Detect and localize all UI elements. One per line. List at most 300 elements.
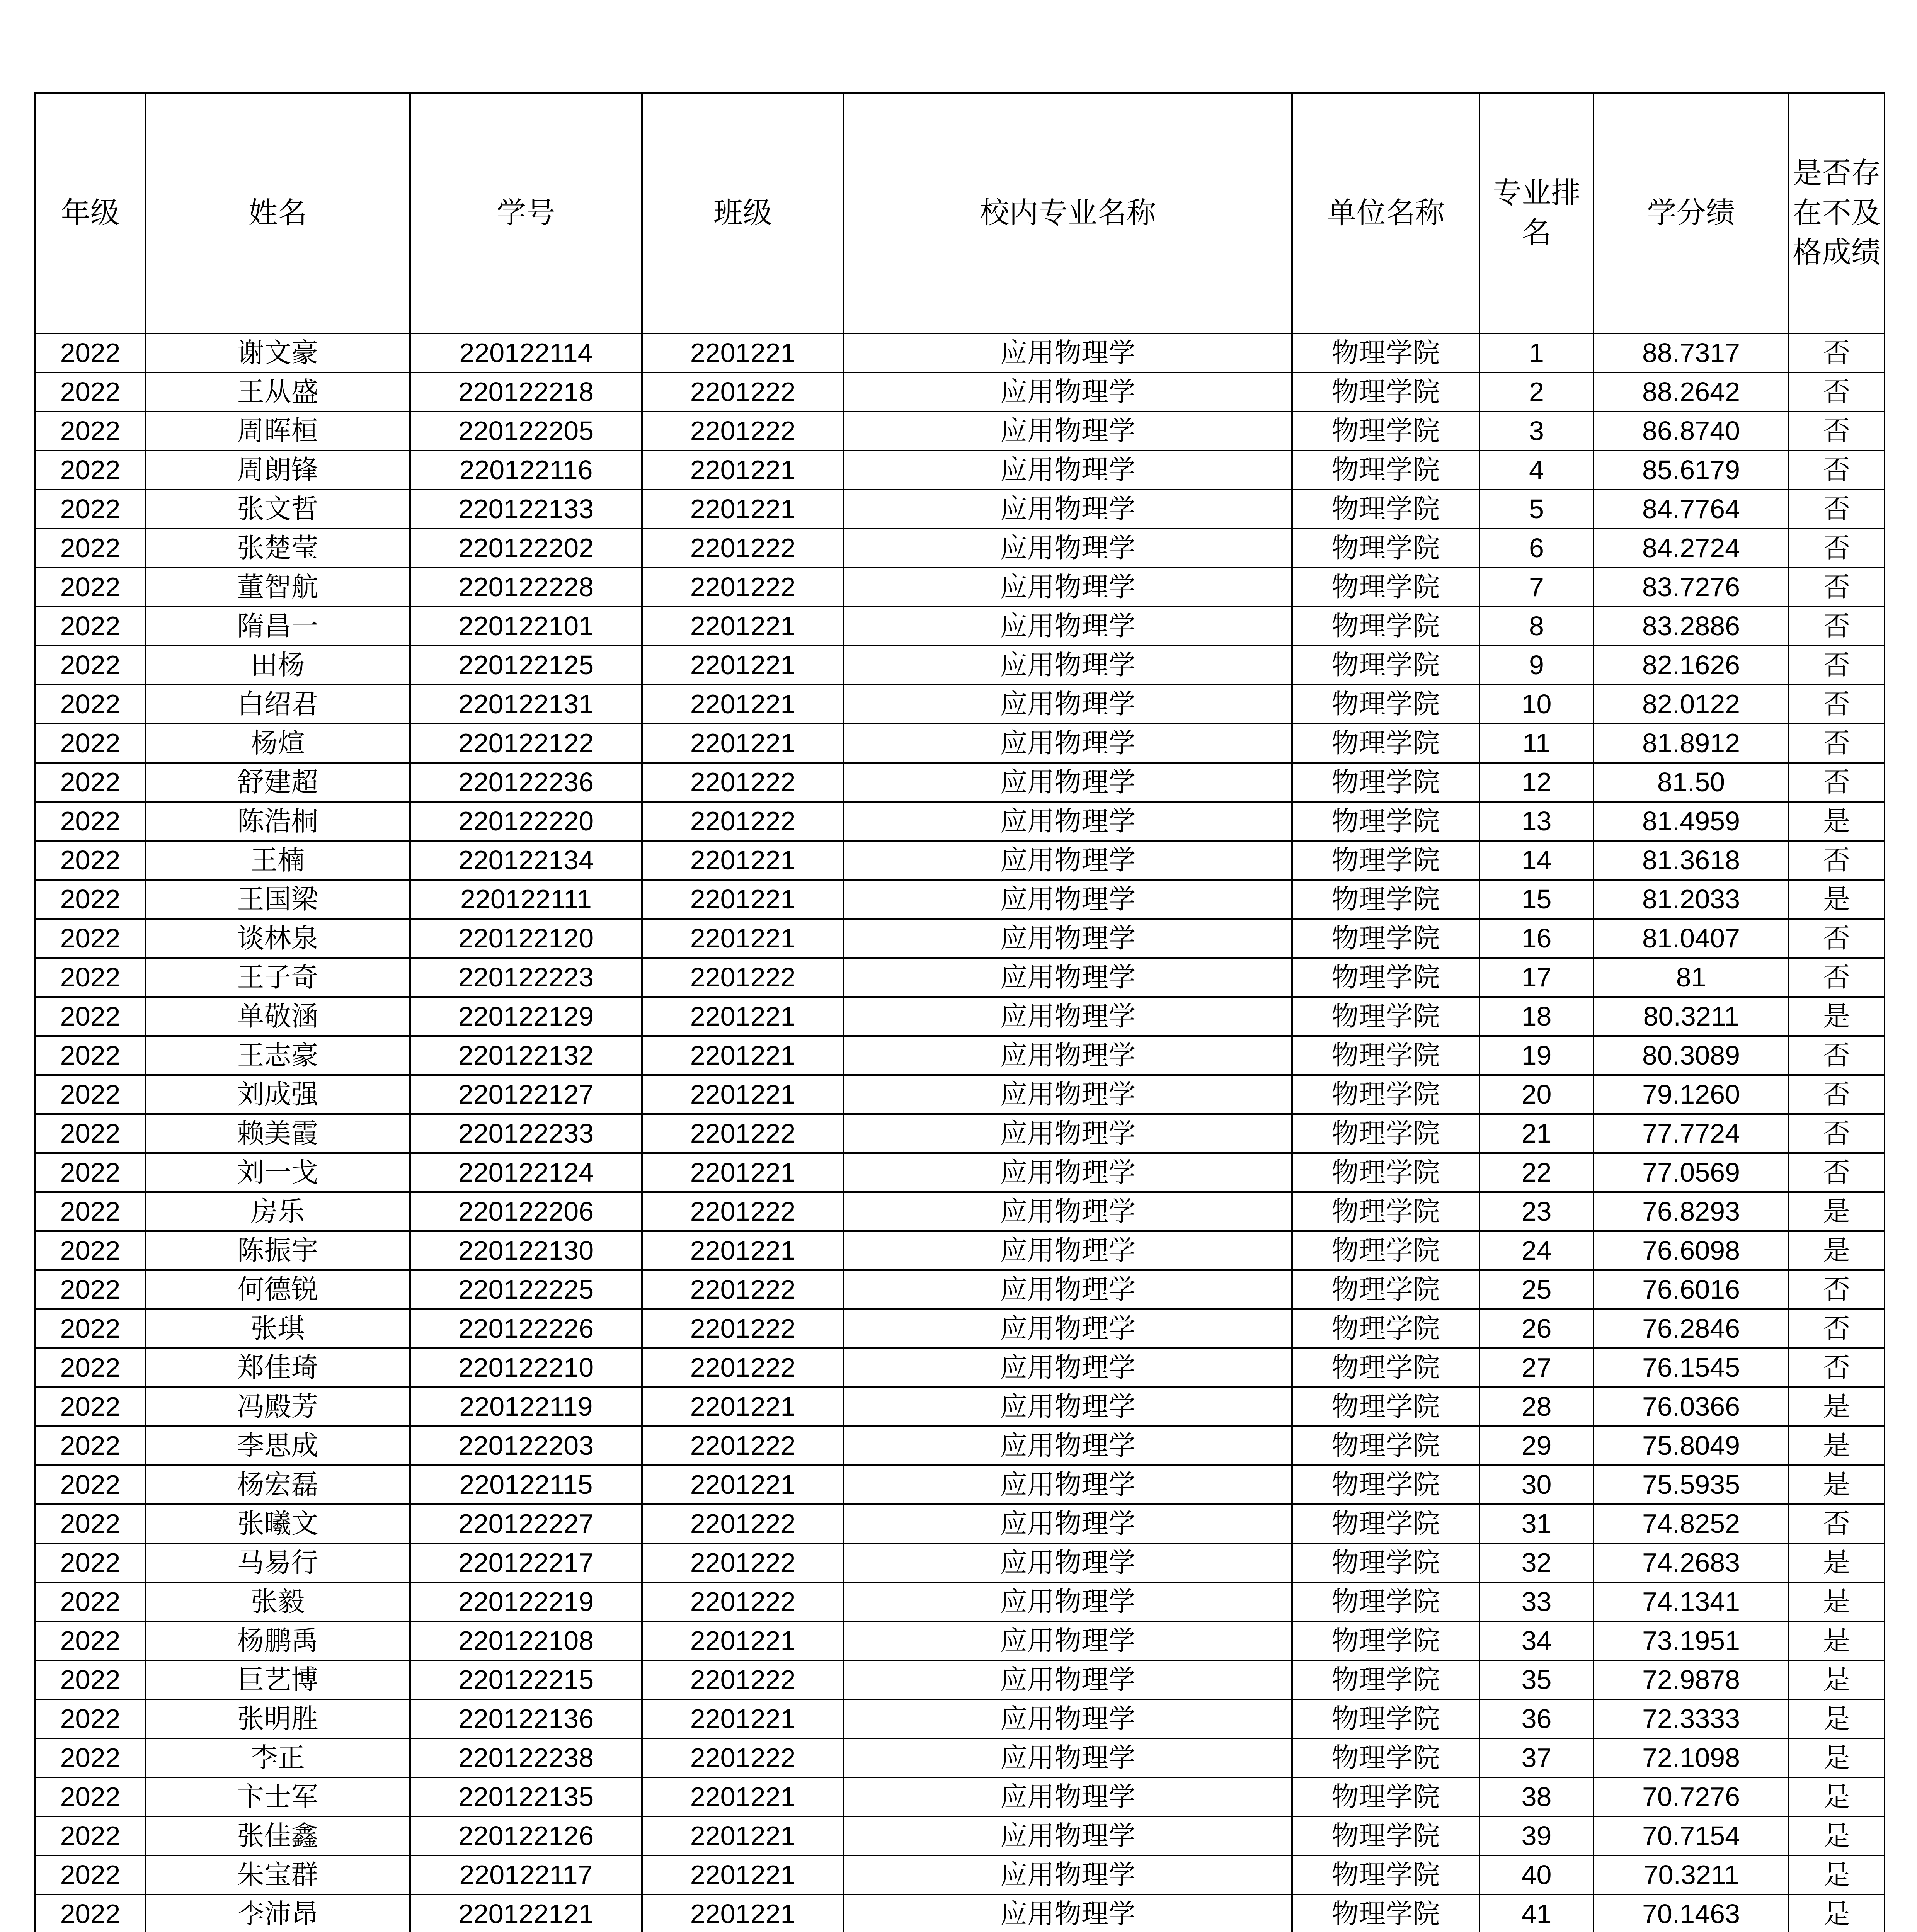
cell-major: 应用物理学 [844, 919, 1292, 958]
cell-fail: 否 [1789, 1153, 1885, 1192]
cell-gpa: 75.8049 [1594, 1426, 1789, 1465]
table-row [35, 880, 1885, 919]
header-unit: 单位名称 [1292, 93, 1479, 333]
table-row [35, 1738, 1885, 1777]
cell-gpa: 72.3333 [1594, 1699, 1789, 1738]
cell-grade: 2022 [35, 1582, 145, 1621]
cell-fail: 是 [1789, 1426, 1885, 1465]
cell-major: 应用物理学 [844, 763, 1292, 802]
cell-fail: 否 [1789, 1348, 1885, 1387]
cell-gpa: 70.1463 [1594, 1895, 1789, 1932]
cell-name: 何德锐 [145, 1270, 410, 1309]
cell-student-id: 220122215 [410, 1660, 642, 1699]
cell-student-id: 220122217 [410, 1543, 642, 1582]
cell-class: 2201222 [642, 1660, 844, 1699]
table-row [35, 1582, 1885, 1621]
cell-class: 2201221 [642, 646, 844, 685]
cell-name: 郑佳琦 [145, 1348, 410, 1387]
cell-rank: 3 [1479, 412, 1594, 451]
cell-grade: 2022 [35, 802, 145, 841]
cell-gpa: 84.7764 [1594, 490, 1789, 529]
cell-rank: 2 [1479, 372, 1594, 412]
cell-major: 应用物理学 [844, 1504, 1292, 1543]
cell-unit: 物理学院 [1292, 1660, 1479, 1699]
cell-student-id: 220122115 [410, 1465, 642, 1504]
cell-unit: 物理学院 [1292, 1348, 1479, 1387]
cell-name: 张曦文 [145, 1504, 410, 1543]
cell-class: 2201221 [642, 1153, 844, 1192]
grade-ranking-table [34, 92, 1885, 1932]
cell-student-id: 220122228 [410, 568, 642, 607]
cell-major: 应用物理学 [844, 1738, 1292, 1777]
cell-student-id: 220122226 [410, 1309, 642, 1348]
cell-major: 应用物理学 [844, 1114, 1292, 1153]
cell-class: 2201221 [642, 1621, 844, 1660]
table-row [35, 763, 1885, 802]
cell-class: 2201221 [642, 841, 844, 880]
cell-grade: 2022 [35, 1114, 145, 1153]
cell-grade: 2022 [35, 763, 145, 802]
cell-fail: 否 [1789, 607, 1885, 646]
cell-class: 2201222 [642, 763, 844, 802]
cell-grade: 2022 [35, 1465, 145, 1504]
cell-fail: 否 [1789, 529, 1885, 568]
cell-class: 2201221 [642, 490, 844, 529]
table-row [35, 1621, 1885, 1660]
cell-rank: 10 [1479, 685, 1594, 724]
table-row [35, 1895, 1885, 1932]
cell-gpa: 82.0122 [1594, 685, 1789, 724]
cell-grade: 2022 [35, 1231, 145, 1270]
cell-gpa: 74.2683 [1594, 1543, 1789, 1582]
cell-student-id: 220122236 [410, 763, 642, 802]
cell-major: 应用物理学 [844, 1543, 1292, 1582]
cell-fail: 否 [1789, 763, 1885, 802]
cell-rank: 21 [1479, 1114, 1594, 1153]
cell-gpa: 80.3089 [1594, 1036, 1789, 1075]
cell-student-id: 220122223 [410, 958, 642, 997]
cell-class: 2201222 [642, 1270, 844, 1309]
cell-unit: 物理学院 [1292, 1895, 1479, 1932]
cell-fail: 是 [1789, 1699, 1885, 1738]
cell-rank: 15 [1479, 880, 1594, 919]
cell-grade: 2022 [35, 1387, 145, 1426]
cell-class: 2201221 [642, 1855, 844, 1895]
cell-unit: 物理学院 [1292, 880, 1479, 919]
cell-grade: 2022 [35, 333, 145, 372]
cell-class: 2201221 [642, 451, 844, 490]
cell-class: 2201221 [642, 1075, 844, 1114]
table-row [35, 646, 1885, 685]
cell-student-id: 220122132 [410, 1036, 642, 1075]
cell-name: 白绍君 [145, 685, 410, 724]
cell-rank: 37 [1479, 1738, 1594, 1777]
cell-unit: 物理学院 [1292, 1231, 1479, 1270]
cell-name: 王从盛 [145, 372, 410, 412]
cell-name: 董智航 [145, 568, 410, 607]
cell-major: 应用物理学 [844, 1348, 1292, 1387]
cell-fail: 是 [1789, 1231, 1885, 1270]
cell-fail: 否 [1789, 685, 1885, 724]
cell-fail: 是 [1789, 1855, 1885, 1895]
cell-grade: 2022 [35, 490, 145, 529]
cell-class: 2201222 [642, 1738, 844, 1777]
cell-name: 王国梁 [145, 880, 410, 919]
cell-rank: 11 [1479, 724, 1594, 763]
cell-rank: 16 [1479, 919, 1594, 958]
cell-unit: 物理学院 [1292, 802, 1479, 841]
cell-student-id: 220122210 [410, 1348, 642, 1387]
cell-student-id: 220122121 [410, 1895, 642, 1932]
cell-grade: 2022 [35, 1738, 145, 1777]
cell-major: 应用物理学 [844, 490, 1292, 529]
cell-gpa: 86.8740 [1594, 412, 1789, 451]
cell-unit: 物理学院 [1292, 1075, 1479, 1114]
cell-major: 应用物理学 [844, 1426, 1292, 1465]
table-row [35, 568, 1885, 607]
header-class: 班级 [642, 93, 844, 333]
table-row [35, 451, 1885, 490]
cell-major: 应用物理学 [844, 1036, 1292, 1075]
cell-unit: 物理学院 [1292, 529, 1479, 568]
cell-fail: 是 [1789, 1895, 1885, 1932]
table-row [35, 997, 1885, 1036]
cell-unit: 物理学院 [1292, 1270, 1479, 1309]
cell-name: 房乐 [145, 1192, 410, 1231]
cell-gpa: 83.7276 [1594, 568, 1789, 607]
cell-unit: 物理学院 [1292, 1153, 1479, 1192]
cell-student-id: 220122227 [410, 1504, 642, 1543]
cell-class: 2201222 [642, 1348, 844, 1387]
cell-fail: 是 [1789, 1387, 1885, 1426]
cell-major: 应用物理学 [844, 1075, 1292, 1114]
cell-unit: 物理学院 [1292, 646, 1479, 685]
cell-rank: 13 [1479, 802, 1594, 841]
cell-gpa: 80.3211 [1594, 997, 1789, 1036]
cell-major: 应用物理学 [844, 997, 1292, 1036]
cell-gpa: 81.3618 [1594, 841, 1789, 880]
cell-grade: 2022 [35, 451, 145, 490]
cell-unit: 物理学院 [1292, 1582, 1479, 1621]
cell-grade: 2022 [35, 372, 145, 412]
cell-name: 王楠 [145, 841, 410, 880]
cell-grade: 2022 [35, 1699, 145, 1738]
cell-student-id: 220122130 [410, 1231, 642, 1270]
cell-grade: 2022 [35, 529, 145, 568]
cell-rank: 34 [1479, 1621, 1594, 1660]
cell-rank: 36 [1479, 1699, 1594, 1738]
table-row [35, 490, 1885, 529]
cell-unit: 物理学院 [1292, 568, 1479, 607]
cell-student-id: 220122127 [410, 1075, 642, 1114]
cell-student-id: 220122202 [410, 529, 642, 568]
cell-unit: 物理学院 [1292, 412, 1479, 451]
cell-grade: 2022 [35, 1777, 145, 1816]
cell-name: 杨鹏禹 [145, 1621, 410, 1660]
cell-student-id: 220122238 [410, 1738, 642, 1777]
cell-grade: 2022 [35, 1309, 145, 1348]
cell-gpa: 70.3211 [1594, 1855, 1789, 1895]
cell-class: 2201221 [642, 685, 844, 724]
cell-name: 隋昌一 [145, 607, 410, 646]
header-fail: 是否存在不及格成绩 [1789, 93, 1885, 333]
cell-fail: 否 [1789, 1504, 1885, 1543]
cell-grade: 2022 [35, 412, 145, 451]
cell-gpa: 73.1951 [1594, 1621, 1789, 1660]
cell-fail: 否 [1789, 1270, 1885, 1309]
cell-gpa: 76.6098 [1594, 1231, 1789, 1270]
cell-rank: 41 [1479, 1895, 1594, 1932]
cell-rank: 38 [1479, 1777, 1594, 1816]
cell-unit: 物理学院 [1292, 1114, 1479, 1153]
cell-major: 应用物理学 [844, 841, 1292, 880]
cell-name: 谢文豪 [145, 333, 410, 372]
cell-fail: 否 [1789, 372, 1885, 412]
cell-major: 应用物理学 [844, 724, 1292, 763]
cell-name: 杨煊 [145, 724, 410, 763]
cell-fail: 否 [1789, 412, 1885, 451]
cell-class: 2201221 [642, 333, 844, 372]
cell-fail: 是 [1789, 1465, 1885, 1504]
cell-grade: 2022 [35, 1426, 145, 1465]
cell-class: 2201221 [642, 1699, 844, 1738]
cell-fail: 否 [1789, 1036, 1885, 1075]
cell-fail: 是 [1789, 802, 1885, 841]
cell-grade: 2022 [35, 997, 145, 1036]
cell-grade: 2022 [35, 1660, 145, 1699]
cell-class: 2201222 [642, 802, 844, 841]
cell-fail: 否 [1789, 724, 1885, 763]
cell-rank: 5 [1479, 490, 1594, 529]
cell-rank: 19 [1479, 1036, 1594, 1075]
cell-fail: 否 [1789, 1114, 1885, 1153]
cell-student-id: 220122203 [410, 1426, 642, 1465]
cell-gpa: 81 [1594, 958, 1789, 997]
cell-unit: 物理学院 [1292, 1699, 1479, 1738]
cell-class: 2201221 [642, 880, 844, 919]
cell-major: 应用物理学 [844, 1699, 1292, 1738]
cell-student-id: 220122101 [410, 607, 642, 646]
cell-fail: 是 [1789, 1738, 1885, 1777]
cell-student-id: 220122218 [410, 372, 642, 412]
cell-class: 2201222 [642, 1114, 844, 1153]
cell-unit: 物理学院 [1292, 958, 1479, 997]
cell-major: 应用物理学 [844, 1816, 1292, 1855]
cell-major: 应用物理学 [844, 1621, 1292, 1660]
table-row [35, 1699, 1885, 1738]
table-row [35, 1504, 1885, 1543]
table-row [35, 1036, 1885, 1075]
cell-gpa: 76.1545 [1594, 1348, 1789, 1387]
table-row [35, 1465, 1885, 1504]
table-row [35, 685, 1885, 724]
header-name: 姓名 [145, 93, 410, 333]
cell-class: 2201221 [642, 1777, 844, 1816]
cell-class: 2201222 [642, 1309, 844, 1348]
table-row [35, 1309, 1885, 1348]
cell-major: 应用物理学 [844, 1231, 1292, 1270]
cell-unit: 物理学院 [1292, 919, 1479, 958]
cell-class: 2201221 [642, 1231, 844, 1270]
header-row [35, 93, 1885, 333]
cell-grade: 2022 [35, 1504, 145, 1543]
cell-major: 应用物理学 [844, 1465, 1292, 1504]
cell-fail: 否 [1789, 841, 1885, 880]
header-student-id: 学号 [410, 93, 642, 333]
cell-gpa: 81.8912 [1594, 724, 1789, 763]
cell-gpa: 76.8293 [1594, 1192, 1789, 1231]
cell-unit: 物理学院 [1292, 685, 1479, 724]
cell-name: 张明胜 [145, 1699, 410, 1738]
cell-unit: 物理学院 [1292, 607, 1479, 646]
cell-grade: 2022 [35, 568, 145, 607]
table-row [35, 958, 1885, 997]
cell-rank: 18 [1479, 997, 1594, 1036]
cell-student-id: 220122219 [410, 1582, 642, 1621]
cell-unit: 物理学院 [1292, 490, 1479, 529]
cell-major: 应用物理学 [844, 1309, 1292, 1348]
cell-grade: 2022 [35, 724, 145, 763]
cell-rank: 6 [1479, 529, 1594, 568]
cell-rank: 17 [1479, 958, 1594, 997]
table-row [35, 1192, 1885, 1231]
cell-gpa: 77.0569 [1594, 1153, 1789, 1192]
cell-major: 应用物理学 [844, 372, 1292, 412]
cell-fail: 是 [1789, 1582, 1885, 1621]
cell-rank: 30 [1479, 1465, 1594, 1504]
cell-fail: 否 [1789, 451, 1885, 490]
table-row [35, 1348, 1885, 1387]
cell-name: 马易行 [145, 1543, 410, 1582]
cell-unit: 物理学院 [1292, 997, 1479, 1036]
cell-unit: 物理学院 [1292, 1465, 1479, 1504]
cell-grade: 2022 [35, 1816, 145, 1855]
cell-student-id: 220122111 [410, 880, 642, 919]
cell-student-id: 220122225 [410, 1270, 642, 1309]
cell-name: 周朗锋 [145, 451, 410, 490]
cell-fail: 是 [1789, 1660, 1885, 1699]
header-major: 校内专业名称 [844, 93, 1292, 333]
cell-major: 应用物理学 [844, 802, 1292, 841]
table-row [35, 333, 1885, 372]
cell-grade: 2022 [35, 919, 145, 958]
cell-unit: 物理学院 [1292, 333, 1479, 372]
table-row [35, 1855, 1885, 1895]
cell-rank: 12 [1479, 763, 1594, 802]
cell-gpa: 70.7154 [1594, 1816, 1789, 1855]
table-row [35, 802, 1885, 841]
cell-name: 刘成强 [145, 1075, 410, 1114]
cell-class: 2201221 [642, 1895, 844, 1932]
cell-grade: 2022 [35, 646, 145, 685]
cell-major: 应用物理学 [844, 1153, 1292, 1192]
cell-student-id: 220122122 [410, 724, 642, 763]
cell-grade: 2022 [35, 841, 145, 880]
table-row [35, 1777, 1885, 1816]
cell-gpa: 72.1098 [1594, 1738, 1789, 1777]
cell-student-id: 220122135 [410, 1777, 642, 1816]
cell-student-id: 220122220 [410, 802, 642, 841]
cell-fail: 否 [1789, 919, 1885, 958]
cell-rank: 40 [1479, 1855, 1594, 1895]
table-row [35, 919, 1885, 958]
cell-grade: 2022 [35, 1348, 145, 1387]
cell-rank: 20 [1479, 1075, 1594, 1114]
table-row [35, 1816, 1885, 1855]
cell-major: 应用物理学 [844, 1270, 1292, 1309]
cell-grade: 2022 [35, 1036, 145, 1075]
cell-fail: 是 [1789, 1192, 1885, 1231]
cell-fail: 否 [1789, 490, 1885, 529]
table-row [35, 1543, 1885, 1582]
cell-class: 2201222 [642, 958, 844, 997]
cell-unit: 物理学院 [1292, 763, 1479, 802]
cell-student-id: 220122131 [410, 685, 642, 724]
cell-gpa: 76.2846 [1594, 1309, 1789, 1348]
cell-name: 巨艺博 [145, 1660, 410, 1699]
cell-unit: 物理学院 [1292, 1504, 1479, 1543]
cell-rank: 28 [1479, 1387, 1594, 1426]
cell-name: 张文哲 [145, 490, 410, 529]
cell-gpa: 75.5935 [1594, 1465, 1789, 1504]
cell-unit: 物理学院 [1292, 1387, 1479, 1426]
cell-name: 谈林泉 [145, 919, 410, 958]
cell-name: 李正 [145, 1738, 410, 1777]
table-row [35, 1114, 1885, 1153]
cell-major: 应用物理学 [844, 646, 1292, 685]
cell-fail: 是 [1789, 880, 1885, 919]
cell-student-id: 220122116 [410, 451, 642, 490]
cell-rank: 24 [1479, 1231, 1594, 1270]
cell-name: 张毅 [145, 1582, 410, 1621]
cell-name: 王志豪 [145, 1036, 410, 1075]
cell-fail: 否 [1789, 646, 1885, 685]
cell-rank: 35 [1479, 1660, 1594, 1699]
cell-name: 陈浩桐 [145, 802, 410, 841]
cell-major: 应用物理学 [844, 1777, 1292, 1816]
cell-grade: 2022 [35, 1621, 145, 1660]
cell-fail: 否 [1789, 1075, 1885, 1114]
cell-unit: 物理学院 [1292, 451, 1479, 490]
cell-gpa: 77.7724 [1594, 1114, 1789, 1153]
cell-gpa: 85.6179 [1594, 451, 1789, 490]
cell-name: 舒建超 [145, 763, 410, 802]
cell-major: 应用物理学 [844, 412, 1292, 451]
cell-student-id: 220122126 [410, 1816, 642, 1855]
cell-unit: 物理学院 [1292, 1777, 1479, 1816]
cell-class: 2201221 [642, 724, 844, 763]
cell-class: 2201222 [642, 412, 844, 451]
cell-rank: 32 [1479, 1543, 1594, 1582]
cell-unit: 物理学院 [1292, 724, 1479, 763]
cell-gpa: 88.7317 [1594, 333, 1789, 372]
cell-name: 田杨 [145, 646, 410, 685]
cell-class: 2201222 [642, 568, 844, 607]
cell-name: 李思成 [145, 1426, 410, 1465]
cell-class: 2201222 [642, 372, 844, 412]
cell-rank: 31 [1479, 1504, 1594, 1543]
cell-name: 张琪 [145, 1309, 410, 1348]
cell-student-id: 220122108 [410, 1621, 642, 1660]
table-row [35, 1231, 1885, 1270]
cell-class: 2201221 [642, 919, 844, 958]
cell-student-id: 220122133 [410, 490, 642, 529]
cell-name: 李沛昂 [145, 1895, 410, 1932]
cell-class: 2201221 [642, 1387, 844, 1426]
header-gpa: 学分绩 [1594, 93, 1789, 333]
cell-unit: 物理学院 [1292, 1816, 1479, 1855]
cell-unit: 物理学院 [1292, 1426, 1479, 1465]
